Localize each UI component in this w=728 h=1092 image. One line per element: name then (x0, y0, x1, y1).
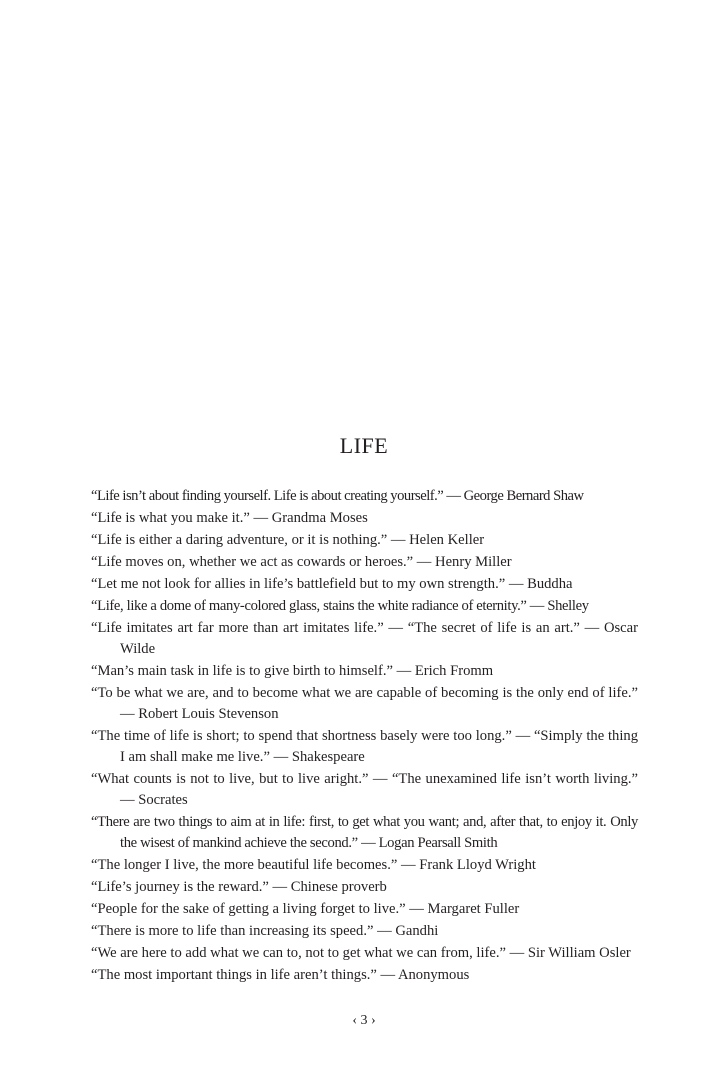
quote-item: “Life imitates art far more than art imitates life.” — “The secret of life is an art.” — Oscar Wilde (91, 620, 638, 657)
quote-item: “Life, like a dome of many-colored glass, stains the white radiance of eternity.” — Shelley (91, 598, 589, 614)
quote-item: “To be what we are, and to become what we are capable of becoming is the only end of life.” — Robert Louis Stevenson (91, 685, 638, 722)
quote-item: “Life is what you make it.” — Grandma Moses (91, 510, 368, 526)
quote-item: “Life isn’t about finding yourself. Life is about creating yourself.” — George Bernard Shaw (91, 488, 584, 504)
quote-item: “People for the sake of getting a living forget to live.” — Margaret Fuller (91, 901, 520, 917)
quote-item: “Life is either a daring adventure, or it is nothing.” — Helen Keller (91, 532, 485, 548)
quote-item: “We are here to add what we can to, not to get what we can from, life.” — Sir William Osler (91, 945, 631, 961)
chapter-title: LIFE (339, 433, 389, 458)
page-number: ‹ 3 › (352, 1013, 376, 1028)
quote-item: “Man’s main task in life is to give birth to himself.” — Erich Fromm (91, 663, 494, 679)
quote-item: “Let me not look for allies in life’s battlefield but to my own strength.” — Buddha (91, 576, 573, 592)
quote-item: “Life moves on, whether we act as cowards or heroes.” — Henry Miller (91, 554, 512, 570)
quote-item: “The time of life is short; to spend that shortness basely were too long.” — “Simply the thing I am shall make me live.” — Shakespeare (91, 728, 638, 765)
quote-item: “The longer I live, the more beautiful life becomes.” — Frank Lloyd Wright (91, 857, 536, 873)
quote-item: “There is more to life than increasing its speed.” — Gandhi (91, 923, 439, 939)
quote-item: “Life’s journey is the reward.” — Chinese proverb (91, 879, 387, 895)
quote-list (91, 486, 638, 987)
quote-item: “There are two things to aim at in life: first, to get what you want; and, after that, to enjoy it. Only the wisest of mankind achieve the second.” — Logan Pearsall Smith (91, 814, 638, 851)
quote-item: “The most important things in life aren’t things.” — Anonymous (91, 967, 470, 983)
quote-item: “What counts is not to live, but to live aright.” — “The unexamined life isn’t worth living.” — Socrates (91, 771, 638, 808)
